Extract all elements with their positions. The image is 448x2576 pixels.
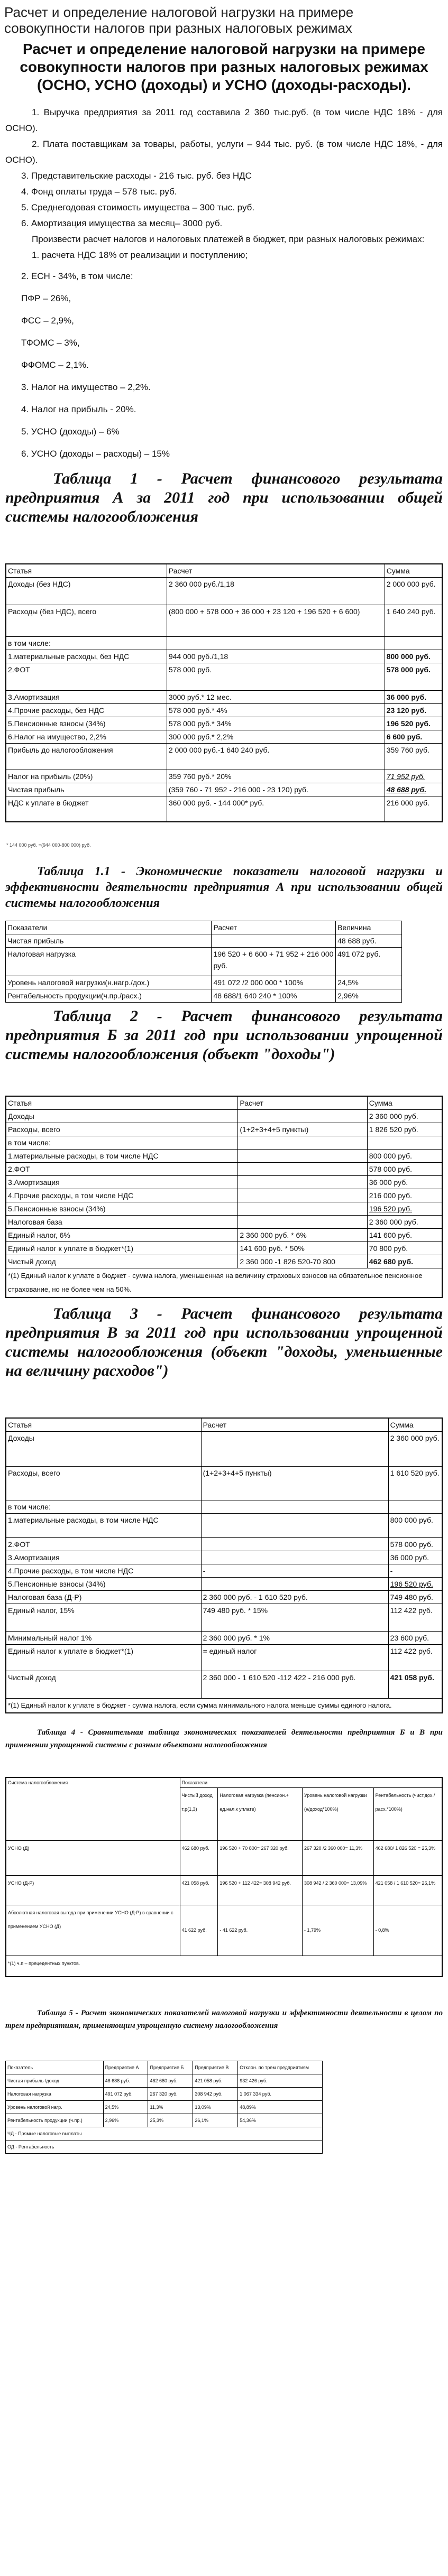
table-cell [201, 1551, 388, 1564]
table-4-caption: Таблица 4 - Сравнительная таблица экономических показателей деятельности предприятия Б и В при применении упрощенной системы с разным объектами налогообложения [5, 1728, 443, 1749]
table-row [6, 744, 442, 770]
table-5-caption: Таблица 5 - Расчет экономических показателей налоговой нагрузки и эффективности деятельности в целом по трем предприятиям, применяющим упрощенную систему налогообложения [5, 2009, 443, 2030]
table-header-cell: Сумма [388, 1418, 442, 1432]
table-row [6, 947, 402, 976]
table-cell: 2 360 000 руб. [388, 1431, 442, 1466]
intro-item: 3. Представительские расходы - 216 тыс. руб. без НДС [21, 171, 252, 181]
table-cell [367, 1136, 442, 1149]
table-cell: 462 680/ 1 826 520 = 25,3% [373, 1840, 442, 1875]
table-cell: 2 360 000 руб. * 6% [238, 1228, 367, 1241]
table-cell: 1 610 520 руб. [388, 1466, 442, 1500]
table-cell: 13,09% [193, 2101, 238, 2114]
document-title: Расчет и определение налоговой нагрузки на примере совокупности налогов при разных налоговых режимах [4, 4, 354, 36]
tax-item: 3. Налог на имущество – 2,2%. [21, 382, 151, 392]
table-cell: 216 000 руб. [367, 1189, 442, 1202]
tax-item: 6. УСНО (доходы – расходы) – 15% [21, 449, 170, 459]
table-cell: 2.ФОТ [6, 1537, 201, 1551]
table-cell: 749 480 руб. [388, 1590, 442, 1604]
table-header-cell: Статья [6, 1418, 201, 1432]
table-cell: 308 942 / 2 360 000= 13,09% [302, 1875, 373, 1905]
intro-item: 2. Плата поставщикам за товары, работы, услуги – 944 тыс. руб. (в том числе НДС 18%, - для ОСНО). [5, 139, 443, 165]
table-row [6, 717, 442, 730]
table-header-cell: Показатели [180, 1777, 442, 1788]
table-row [6, 2074, 323, 2088]
table-cell: 421 058 руб. [180, 1875, 218, 1905]
table-cell: 4.Прочие расходы, в том числе НДС [6, 1564, 201, 1577]
table-row [6, 2141, 323, 2154]
table-cell: УСНО (Д-Р) [6, 1875, 180, 1905]
table-cell: 2 360 000 руб./1,18 [167, 578, 385, 605]
table-cell: 6 600 руб. [385, 730, 442, 744]
table-row [6, 605, 442, 637]
table-cell: 23 600 руб. [388, 1631, 442, 1644]
table-cell: 578 000 руб. [367, 1162, 442, 1175]
table-cell: 3.Амортизация [6, 1551, 201, 1564]
table-cell: 36 000 руб. [385, 691, 442, 704]
table-cell: 4.Прочие расходы, в том числе НДС [6, 1189, 238, 1202]
table-cell: 491 072 руб. [336, 947, 402, 976]
table-cell: 2 000 000 руб. [385, 578, 442, 605]
table-cell: 462 680 руб. [367, 1255, 442, 1268]
table-header-row [6, 1777, 442, 1788]
table-row [6, 1564, 442, 1577]
table-row [6, 1551, 442, 1564]
table-row [6, 1241, 442, 1255]
table-cell: 26,1% [193, 2114, 238, 2127]
table-cell: Чистый доход [6, 1255, 238, 1268]
table-cell: 48 688 руб. [336, 934, 402, 947]
table-header-row [6, 921, 402, 934]
table-row [6, 1466, 442, 1500]
table-row [6, 1875, 442, 1905]
table-cell: 800 000 руб. [385, 650, 442, 663]
table-cell: 359 760 руб.* 20% [167, 770, 385, 783]
table-cell: 1 640 240 руб. [385, 605, 442, 637]
table-row [6, 691, 442, 704]
table-1 [5, 563, 443, 822]
table-cell [238, 1202, 367, 1215]
table-row [6, 976, 402, 989]
table-cell: в том числе: [6, 637, 167, 650]
table-cell: 1.материальные расходы, в том числе НДС [6, 1149, 238, 1162]
table-row [6, 1513, 442, 1537]
table-cell: 2 360 000 -1 826 520-70 800 [238, 1255, 367, 1268]
table-cell: - 1,79% [302, 1905, 373, 1956]
table-cell: 4.Прочие расходы, без НДС [6, 704, 167, 717]
table-cell: - 41 622 руб. [218, 1905, 303, 1956]
table-cell: Налоговая нагрузка [6, 947, 212, 976]
table-cell: ЧД - Прямые налоговые выплаты [6, 2127, 323, 2141]
tax-item: 2. ЕСН - 34%, в том числе: [21, 271, 133, 281]
table-cell: НДС к уплате в бюджет [6, 796, 167, 822]
table-cell: Единый налог, 6% [6, 1228, 238, 1241]
table-header-cell: Величина [336, 921, 402, 934]
table-header-row [6, 564, 442, 578]
table-row [6, 796, 442, 822]
table-cell: 267 320 руб. [148, 2088, 193, 2101]
table-cell: 48,89% [238, 2101, 323, 2114]
table-row [6, 1956, 442, 1977]
table-1-caption: Таблица 1 - Расчет финансового результата предприятия А за 2011 год при использовании общей системы налогообложения [5, 470, 443, 525]
table-cell: Налоговая база (Д-Р) [6, 1590, 201, 1604]
table-cell: 24,5% [336, 976, 402, 989]
table-row [6, 1228, 442, 1241]
table-cell: 491 072 руб. [103, 2088, 148, 2101]
table-row [6, 1604, 442, 1631]
table-cell: 196 520 руб. [385, 717, 442, 730]
table-cell: 308 942 руб. [193, 2088, 238, 2101]
table-header-cell: Отклон. по трем предприятиям [238, 2061, 323, 2074]
table-row [6, 989, 402, 1002]
table-cell: 2 000 000 руб.-1 640 240 руб. [167, 744, 385, 770]
tax-item: ФСС – 2,9%, [21, 316, 74, 326]
table-cell: 800 000 руб. [367, 1149, 442, 1162]
table-row [6, 1577, 442, 1590]
table-cell: 578 000 руб.* 4% [167, 704, 385, 717]
table-header-cell: Расчет [212, 921, 336, 934]
intro-item: 4. Фонд оплаты труда – 578 тыс. руб. [21, 187, 177, 197]
table-header-row [6, 1418, 442, 1432]
table-cell: Расходы, всего [6, 1466, 201, 1500]
table-header-cell: Рентабельность (чист.дох./расх.*100%) [373, 1787, 442, 1840]
table-cell: 196 520 + 6 600 + 71 952 + 216 000 руб. [212, 947, 336, 976]
table-row [6, 704, 442, 717]
table-row [6, 1189, 442, 1202]
table-cell [212, 934, 336, 947]
table-cell: 23 120 руб. [385, 704, 442, 717]
table-header-cell: Предприятие А [103, 2061, 148, 2074]
table-cell: Чистая прибыль [6, 934, 212, 947]
table-cell: Единый налог к уплате в бюджет*(1) [6, 1241, 238, 1255]
table-cell: = единый налог [201, 1644, 388, 1671]
table-header-cell: Сумма [367, 1096, 442, 1110]
table-note: *(1) Единый налог к уплате в бюджет - сумма налога, уменьшенная на величину страховых взносов на обязательное пенсионное страхование, но не более чем на 50%. [6, 1268, 442, 1298]
table-cell: 6.Налог на имущество, 2,2% [6, 730, 167, 744]
table-cell: Расходы (без НДС), всего [6, 605, 167, 637]
table-header-row [6, 1096, 442, 1110]
table-row [6, 1431, 442, 1466]
table-cell: Единый налог, 15% [6, 1604, 201, 1631]
table-cell: Доходы (без НДС) [6, 578, 167, 605]
table-cell: 578 000 руб. [388, 1537, 442, 1551]
table-5 [5, 2061, 323, 2154]
table-cell: Налоговая нагрузка [6, 2088, 104, 2101]
table-cell [201, 1431, 388, 1466]
table-row [6, 1671, 442, 1698]
table-cell: 48 688 руб. [103, 2074, 148, 2088]
table-1-1-caption: Таблица 1.1 - Экономические показатели налоговой нагрузки и эффективности деятельности предприятия А при использовании общей системы налогообложения [5, 864, 443, 910]
table-cell [238, 1136, 367, 1149]
tax-item: ТФОМС – 3%, [21, 338, 80, 348]
table-cell [238, 1175, 367, 1189]
table-cell: Налоговая база [6, 1215, 238, 1228]
table-cell: (359 760 - 71 952 - 216 000 - 23 120) руб. [167, 783, 385, 796]
table-row [6, 650, 442, 663]
table-cell: 48 688/1 640 240 * 100% [212, 989, 336, 1002]
table-row [6, 637, 442, 650]
table-cell: 578 000 руб. [167, 663, 385, 691]
table-row [6, 1123, 442, 1136]
table-cell: УСНО (Д) [6, 1840, 180, 1875]
table-cell: 491 072 /2 000 000 * 100% [212, 976, 336, 989]
table-cell [238, 1109, 367, 1123]
table-cell: Рентабельность продукции (ч.пр.) [6, 2114, 104, 2127]
table-cell: Чистый доход [6, 1671, 201, 1698]
taxes-intro: Произвести расчет налогов и налоговых платежей в бюджет, при разных налоговых режимах: [32, 234, 425, 244]
table-cell [201, 1513, 388, 1537]
table-row [6, 2101, 323, 2114]
table-cell: 1 826 520 руб. [367, 1123, 442, 1136]
tax-item: ПФР – 26%, [21, 293, 71, 303]
table-cell: 196 520 + 112 422= 308 942 руб. [218, 1875, 303, 1905]
table-cell: 2,96% [103, 2114, 148, 2127]
table-row [6, 934, 402, 947]
table-cell: Чистая прибыль /доход [6, 2074, 104, 2088]
table-cell: 112 422 руб. [388, 1604, 442, 1631]
table-row [6, 1162, 442, 1175]
table-2-caption: Таблица 2 - Расчет финансового результата предприятия Б за 2011 год при использовании упрощенной системы налогообложения (объект "доходы") [5, 1007, 443, 1063]
table-cell: 1.материальные расходы, в том числе НДС [6, 1513, 201, 1537]
table-cell: 71 952 руб. [385, 770, 442, 783]
table-cell: Уровень налоговой нагр. [6, 2101, 104, 2114]
table-cell: 462 680 руб. [180, 1840, 218, 1875]
table-row [6, 1698, 442, 1713]
table-cell: 112 422 руб. [388, 1644, 442, 1671]
intro-item: 6. Амортизация имущества за месяц– 3000 руб. [21, 218, 223, 228]
table-row [6, 1644, 442, 1671]
table-row [6, 770, 442, 783]
table-row [6, 1500, 442, 1513]
table-cell: 141 600 руб. [367, 1228, 442, 1241]
table-cell: Чистая прибыль [6, 783, 167, 796]
table-cell: 2.ФОТ [6, 663, 167, 691]
table-header-cell: Расчет [238, 1096, 367, 1110]
table-cell: 2 360 000 руб. * 1% [201, 1631, 388, 1644]
table-cell: 932 426 руб. [238, 2074, 323, 2088]
table-cell: Расходы, всего [6, 1123, 238, 1136]
tax-item: 1. расчета НДС 18% от реализации и поступлению; [32, 250, 248, 260]
table-cell: 2 360 000 руб. [367, 1215, 442, 1228]
table-cell: Рентабельность продукции(ч.пр./расх.) [6, 989, 212, 1002]
table-row [6, 663, 442, 691]
table-header-cell: Система налогообложения [6, 1777, 180, 1841]
table-cell [238, 1162, 367, 1175]
table-cell: Налог на прибыль (20%) [6, 770, 167, 783]
table-cell [167, 637, 385, 650]
table-header-cell: Расчет [167, 564, 385, 578]
table-row [6, 1631, 442, 1644]
table-cell: - 0,8% [373, 1905, 442, 1956]
table-cell: 2,96% [336, 989, 402, 1002]
table-row [6, 2114, 323, 2127]
table-cell [201, 1500, 388, 1513]
table-cell: (800 000 + 578 000 + 36 000 + 23 120 + 196 520 + 6 600) [167, 605, 385, 637]
table-note: *(1) Единый налог к уплате в бюджет - сумма налога, если сумма минимального налога меньше суммы единого налога. [6, 1698, 442, 1713]
table-cell: (1+2+3+4+5 пункты) [201, 1466, 388, 1500]
table-cell [238, 1215, 367, 1228]
table-cell: 5.Пенсионные взносы (34%) [6, 1577, 201, 1590]
table-row [6, 1255, 442, 1268]
table-row [6, 2088, 323, 2101]
table-cell [238, 1189, 367, 1202]
table-cell: 5.Пенсионные взносы (34%) [6, 717, 167, 730]
table-cell: 70 800 руб. [367, 1241, 442, 1255]
table-cell [201, 1537, 388, 1551]
table-cell: - [388, 1564, 442, 1577]
table-cell: 48 688 руб. [385, 783, 442, 796]
table-cell: 578 000 руб.* 34% [167, 717, 385, 730]
table-row [6, 1175, 442, 1189]
table-cell: 2 360 000 руб. - 1 610 520 руб. [201, 1590, 388, 1604]
table-cell: 2 360 000 - 1 610 520 -112 422 - 216 000 руб. [201, 1671, 388, 1698]
tax-item: 4. Налог на прибыль - 20%. [21, 404, 136, 414]
table-header-cell: Чистый доход т.р(1,3) [180, 1787, 218, 1840]
table-cell: 578 000 руб. [385, 663, 442, 691]
table-header-cell: Расчет [201, 1418, 388, 1432]
table-cell: 141 600 руб. * 50% [238, 1241, 367, 1255]
table-cell: 3.Амортизация [6, 1175, 238, 1189]
table-cell: 11,3% [148, 2101, 193, 2114]
table-cell: Единый налог к уплате в бюджет*(1) [6, 1644, 201, 1671]
table-cell [238, 1149, 367, 1162]
table-cell: 421 058 руб. [193, 2074, 238, 2088]
table-cell: в том числе: [6, 1500, 201, 1513]
table-row [6, 1109, 442, 1123]
table-cell: в том числе: [6, 1136, 238, 1149]
table-note: *(1) ч.п – прецедентных пунктов. [6, 1956, 442, 1977]
table-cell: 749 480 руб. * 15% [201, 1604, 388, 1631]
table-row [6, 1215, 442, 1228]
table-cell: 944 000 руб./1,18 [167, 650, 385, 663]
table-1-1 [5, 921, 402, 1003]
table-cell: 25,3% [148, 2114, 193, 2127]
table-cell: 196 520 руб. [367, 1202, 442, 1215]
table-cell: 36 000 руб. [367, 1175, 442, 1189]
table-header-cell: Показатели [6, 921, 212, 934]
tax-item: ФФОМС – 2,1%. [21, 360, 89, 370]
table-header-cell: Предприятие В [193, 2061, 238, 2074]
table-3 [5, 1417, 443, 1713]
table-cell: (1+2+3+4+5 пункты) [238, 1123, 367, 1136]
table-row [6, 1149, 442, 1162]
table-row [6, 1537, 442, 1551]
table-header-cell: Сумма [385, 564, 442, 578]
table-header-cell: Налоговая нагрузка (пенсион.+ ед.нал.к уплате) [218, 1787, 303, 1840]
table-cell: 300 000 руб.* 2,2% [167, 730, 385, 744]
table-row [6, 1905, 442, 1956]
table-cell: 1 067 334 руб. [238, 2088, 323, 2101]
table-row [6, 1590, 442, 1604]
table-row [6, 1268, 442, 1298]
table-1-footnote: * 144 000 руб. =(944 000-800 000) руб. [6, 842, 91, 848]
table-row [6, 2127, 323, 2141]
table-2 [5, 1096, 443, 1298]
table-cell: 24,5% [103, 2101, 148, 2114]
table-cell: Прибыль до налогообложения [6, 744, 167, 770]
table-cell: 54,36% [238, 2114, 323, 2127]
intro-item: 1. Выручка предприятия за 2011 год составила 2 360 тыс.руб. (в том числе НДС 18% - для ОСНО). [5, 107, 443, 133]
table-cell [388, 1500, 442, 1513]
intro-item: 5. Среднегодовая стоимость имущества – 300 тыс. руб. [21, 202, 255, 212]
table-cell: 2.ФОТ [6, 1162, 238, 1175]
table-cell: 360 000 руб. - 144 000* руб. [167, 796, 385, 822]
table-cell: 421 058 / 1 610 520= 26,1% [373, 1875, 442, 1905]
table-cell: 462 680 руб. [148, 2074, 193, 2088]
table-cell: 196 520 + 70 800= 267 320 руб. [218, 1840, 303, 1875]
table-cell: - [201, 1564, 388, 1577]
table-cell: 267 320 /2 360 000= 11,3% [302, 1840, 373, 1875]
table-cell: 36 000 руб. [388, 1551, 442, 1564]
table-cell: 3000 руб.* 12 мес. [167, 691, 385, 704]
table-row [6, 1136, 442, 1149]
table-cell: 5.Пенсионные взносы (34%) [6, 1202, 238, 1215]
table-4 [5, 1777, 443, 1978]
table-cell: 2 360 000 руб. [367, 1109, 442, 1123]
main-heading: Расчет и определение налоговой нагрузки на примере совокупности налогов при разных налоговых режимах (ОСНО, УСНО (доходы) и УСНО (доходы-расходы). [20, 41, 428, 93]
table-header-cell: Статья [6, 564, 167, 578]
table-cell: 3.Амортизация [6, 691, 167, 704]
table-row [6, 783, 442, 796]
table-cell: Доходы [6, 1109, 238, 1123]
table-header-cell: Показатель [6, 2061, 104, 2074]
table-row [6, 1840, 442, 1875]
table-cell: Доходы [6, 1431, 201, 1466]
table-row [6, 1202, 442, 1215]
table-cell: ОД - Рентабельность [6, 2141, 323, 2154]
tax-item: 5. УСНО (доходы) – 6% [21, 427, 120, 437]
table-cell: Абсолютная налоговая выгода при применении УСНО (Д-Р) в сравнении с применением УСНО (Д) [6, 1905, 180, 1956]
table-3-caption: Таблица 3 - Расчет финансового результата предприятия В за 2011 год при использовании упрощенной системы налогообложения (объект "доходы, уменьшенные на величину расходов") [5, 1304, 443, 1379]
table-cell: 216 000 руб. [385, 796, 442, 822]
table-cell: 800 000 руб. [388, 1513, 442, 1537]
table-cell [385, 637, 442, 650]
table-header-cell: Статья [6, 1096, 238, 1110]
table-row [6, 730, 442, 744]
table-cell: Уровень налоговой нагрузки(н.нагр./дох.) [6, 976, 212, 989]
table-cell: 421 058 руб. [388, 1671, 442, 1698]
table-cell [201, 1577, 388, 1590]
table-cell: 196 520 руб. [388, 1577, 442, 1590]
table-cell: Минимальный налог 1% [6, 1631, 201, 1644]
table-header-row [6, 2061, 323, 2074]
table-cell: 359 760 руб. [385, 744, 442, 770]
table-header-cell: Предприятие Б [148, 2061, 193, 2074]
table-cell: 1.материальные расходы, без НДС [6, 650, 167, 663]
table-cell: 41 622 руб. [180, 1905, 218, 1956]
table-row [6, 578, 442, 605]
table-header-cell: Уровень налоговой нагрузки (н/доход*100%) [302, 1787, 373, 1840]
